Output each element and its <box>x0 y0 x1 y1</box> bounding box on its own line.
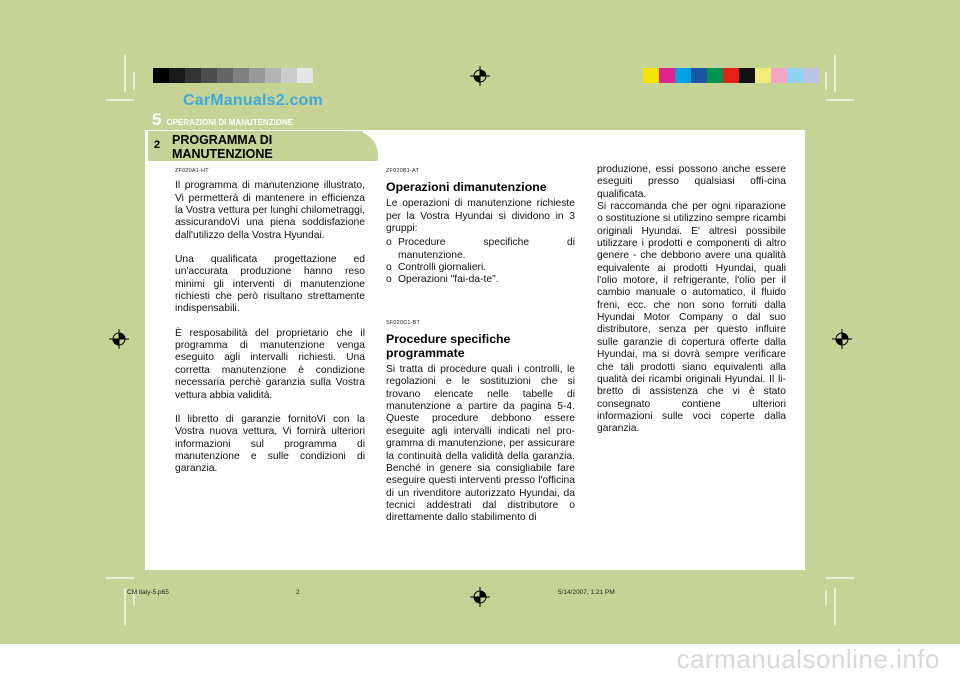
section-code: ZF020A1-HT <box>175 168 209 174</box>
chapter-title: OPERAZIONI DI MANUTENZIONE <box>166 118 294 127</box>
maintenance-groups-list <box>386 237 575 286</box>
subsection-heading: Procedure specifiche programmate <box>386 332 511 361</box>
color-swatch <box>643 68 659 83</box>
list-item: o Controlli giornalieri. <box>386 262 575 274</box>
column-1 <box>175 165 365 488</box>
carmanuals-watermark: CarManuals2.com <box>183 92 323 109</box>
gray-swatch <box>281 68 297 83</box>
paragraph: Si tratta di procedure quali i controlli, le regolazioni e le sostituzioni che si trovano elencate nelle tabelle di manutenzione a partire da pagina 5-4. Queste procedure debbono essere eseguite agli intervalli indicati nel pro-gramma di manutenzione, per assicurare la continuità della validità della garanzia. Benché in genere sia consigliabile fare eseguire questi interventi presso l'officina di un rivenditore autorizzato Hyundai, da tecnici addestrati dal distributore o direttamente dallo stabilimento di <box>386 364 575 524</box>
page-number: 2 <box>154 139 161 151</box>
color-swatch <box>755 68 771 83</box>
gray-swatch <box>233 68 249 83</box>
gray-swatch <box>217 68 233 83</box>
gray-swatch <box>185 68 201 83</box>
color-swatch <box>659 68 675 83</box>
color-swatch <box>739 68 755 83</box>
subsection-heading: Operazioni dimanutenzione <box>386 180 547 195</box>
gray-swatch <box>297 68 313 83</box>
color-swatch <box>787 68 803 83</box>
process-color-bar <box>643 68 819 83</box>
section-title: PROGRAMMA DI MANUTENZIONE <box>172 133 273 161</box>
grayscale-color-bar <box>153 68 313 83</box>
footer-date: 5/14/2007, 1:21 PM <box>558 589 615 596</box>
paragraph: Una qualificata progettazione ed un'accurata produzione hanno reso minimi gli interventi di manutenzione richiesti che però risultano strettamente indispensabili. <box>175 254 365 315</box>
paragraph: Le operazioni di manutenzione richieste per la Vostra Hyundai si dividono in 3 gruppi: <box>386 198 575 235</box>
gray-swatch <box>265 68 281 83</box>
carmanualsonline-watermark: carmanualsonline.info <box>676 644 940 674</box>
column-2 <box>386 165 575 537</box>
gray-swatch <box>201 68 217 83</box>
column-3 <box>597 164 786 448</box>
color-swatch <box>771 68 787 83</box>
list-item: o Procedure specifiche di manutenzione. <box>386 237 575 262</box>
paragraph: Il libretto di garanzie fornitoVi con la Vostra nuova vettura, Vi fornirà ulteriori informazioni sul programma di manutenzione e sulle condizioni di garanzia. <box>175 413 365 475</box>
section-code: ZF020B1-AT <box>386 168 420 174</box>
color-swatch <box>723 68 739 83</box>
section-code: SF020C1-BT <box>386 319 421 326</box>
list-item: o Operazioni "fai-da-te". <box>386 274 575 286</box>
color-swatch <box>691 68 707 83</box>
footer-filename: CM italy-5.p65 <box>127 589 169 596</box>
color-swatch <box>675 68 691 83</box>
color-swatch <box>803 68 819 83</box>
gray-swatch <box>169 68 185 83</box>
gray-swatch <box>249 68 265 83</box>
footer-page: 2 <box>296 589 300 596</box>
gray-swatch <box>153 68 169 83</box>
color-swatch <box>707 68 723 83</box>
paragraph: È resposabilità del proprietario che il programma di manutenzione venga eseguito agli intervalli richiesti. Una corretta manutenzione è condizione necessaria perchè garanzia sulla Vostra vettura abbia validità. <box>175 327 365 401</box>
paragraph: Il programma di manutenzione illustrato, Vi permetterà di mantenere in efficienza la Vostra vettura per lunghi chilometraggi, assicurandoVi una piena soddisfazione dall'utilizzo della Vostra Hyundai. <box>175 180 365 241</box>
chapter-number: 5 <box>152 110 162 129</box>
paragraph: produzione, essi possono anche essere eseguiti presso qualsiasi offi-cina qualificata. Si raccomanda che per ogni riparazione o sostituzione si utilizzino sempre ricambi originali Hyundai. E' altresì possibile utilizzare i prodotti e componenti di altro genere - che debbono avere una qualità equivalente ai prodotti Hyundai, quali l'olio motore, il refrigerante, l'olio per il cambio manuale o automatico, il fluido freni, ecc. che non sono forniti dalla Hyundai Motor Company o dal suo distributore, senza per questo influire sulle garanzie di copertura offerte dalla Hyundai, ma si dovrà sempre verificare che tali prodotti siano equivalenti alla qualità dei ricambi originali Hyundai. Il li-bretto di assistenza che vi è stato consegnato contiene ulteriori informazioni sulle voci coperte dalla garanzia. <box>597 164 786 435</box>
chapter-header <box>152 110 293 130</box>
bottom-watermark-band <box>0 644 960 678</box>
